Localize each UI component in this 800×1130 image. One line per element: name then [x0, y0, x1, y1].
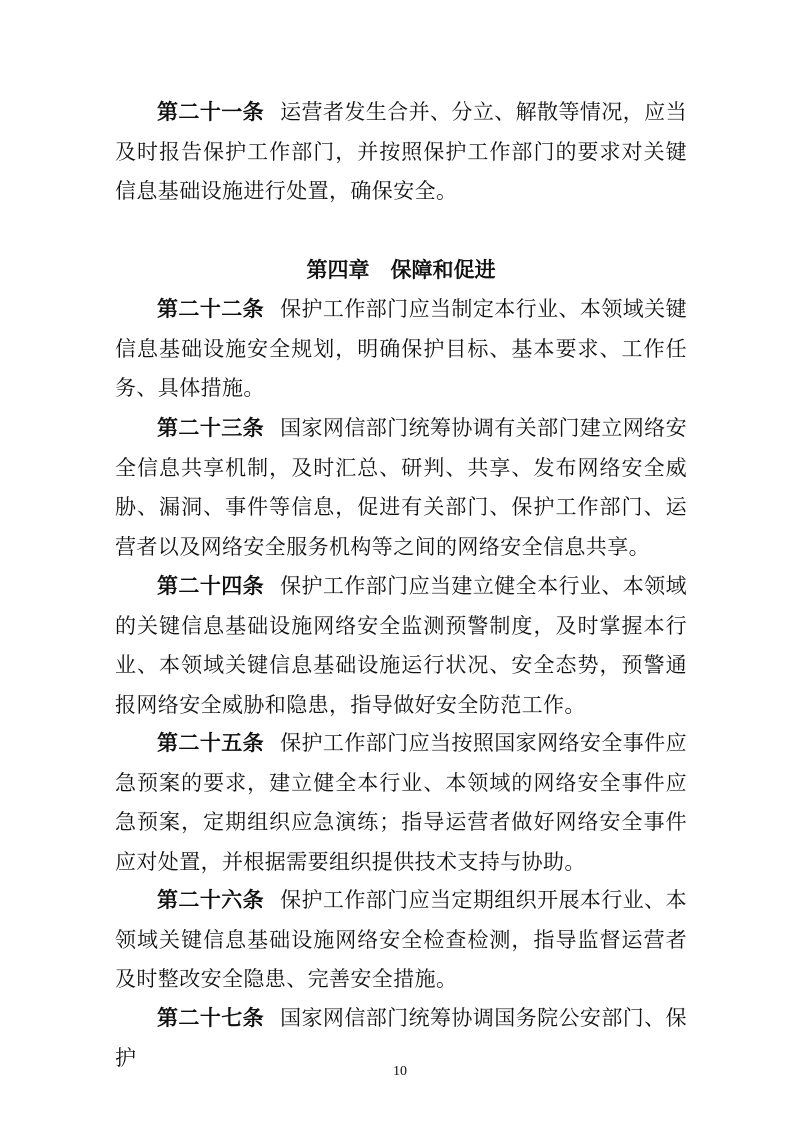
- chapter-heading: [115, 250, 687, 290]
- article-text: 运营者发生合并、分立、解散等情况，应当及时报告保护工作部门，并按照保护工作部门的要求对关键信息基础设施进行处置，确保安全。: [115, 100, 687, 203]
- chapter-name: 保障和促进: [390, 257, 496, 282]
- article-26: [115, 880, 687, 1000]
- article-22: [115, 289, 687, 409]
- article-text: 国家网信部门统筹协调有关部门建立网络安全信息共享机制，及时汇总、研判、共享、发布网络安全威胁、漏洞、事件等信息，促进有关部门、保护工作部门、运营者以及网络安全服务机构等之间的网络安全信息共享。: [115, 416, 687, 559]
- article-title: 第二十七条: [157, 1005, 265, 1030]
- article-text: 保护工作部门应当定期组织开展本行业、本领域关键信息基础设施网络安全检查检测，指导监督运营者及时整改安全隐患、完善安全措施。: [115, 888, 687, 991]
- article-text: 保护工作部门应当按照国家网络安全事件应急预案的要求，建立健全本行业、本领域的网络安全事件应急预案，定期组织应急演练；指导运营者做好网络安全事件应对处置，并根据需要组织提供技术支持与协助。: [115, 731, 687, 874]
- article-21: [115, 92, 687, 212]
- chapter-number: 第四章: [306, 257, 370, 282]
- article-title: 第二十三条: [157, 415, 265, 440]
- article-25: [115, 723, 687, 882]
- article-text: 国家网信部门统筹协调国务院公安部门、保护: [115, 1006, 687, 1070]
- article-title: 第二十二条: [157, 296, 265, 321]
- article-text: 保护工作部门应当建立健全本行业、本领域的关键信息基础设施网络安全监测预警制度，及时掌握本行业、本领域关键信息基础设施运行状况、安全态势，预警通报网络安全威胁和隐患，指导做好安全防范工作。: [115, 574, 687, 717]
- article-24: [115, 566, 687, 725]
- article-title: 第二十五条: [157, 730, 265, 755]
- article-23: [115, 408, 687, 567]
- article-title: 第二十四条: [157, 573, 265, 598]
- page-number: 10: [393, 1064, 407, 1079]
- article-title: 第二十一条: [157, 99, 265, 124]
- article-text: 保护工作部门应当制定本行业、本领域关键信息基础设施安全规划，明确保护目标、基本要求、工作任务、具体措施。: [115, 297, 687, 400]
- article-title: 第二十六条: [157, 887, 265, 912]
